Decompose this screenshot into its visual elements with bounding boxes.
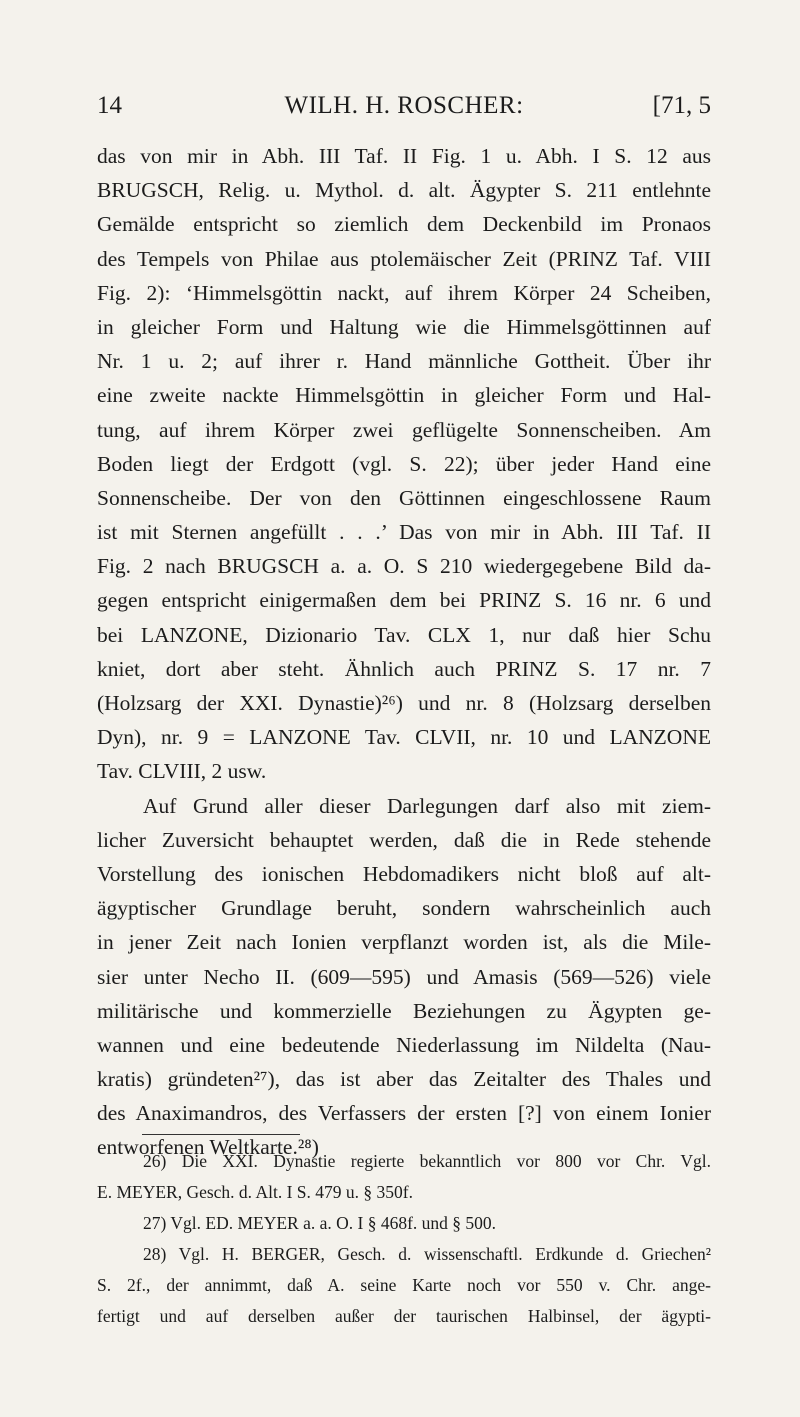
text-line: in jener Zeit nach Ionien verpflanzt worden ist, als die Mile- (97, 930, 711, 955)
text-line: tung, auf ihrem Körper zwei geflügelte Sonnenscheiben. Am (97, 417, 711, 442)
text-line: licher Zuversicht behauptet werden, daß die in Rede stehende (97, 827, 711, 852)
text-line: sier unter Necho II. (609—595) und Amasis (569—526) viele (97, 964, 711, 989)
text-line: Fig. 2 nach BRUGSCH a. a. O. S 210 wiedergegebene Bild da- (97, 554, 711, 579)
text-line: ägyptischer Grundlage beruht, sondern wahrscheinlich auch (97, 896, 711, 921)
text-line: das von mir in Abh. III Taf. II Fig. 1 u. Abh. I S. 12 aus (97, 144, 711, 168)
text-line: Vorstellung des ionischen Hebdomadikers nicht bloß auf alt- (97, 861, 711, 886)
page-number: 14 (97, 92, 122, 119)
text-line: militärische und kommerzielle Beziehungen zu Ägypten ge- (97, 998, 711, 1023)
text-line: Dyn), nr. 9 = LANZONE Tav. CLVII, nr. 10 und LANZONE (97, 725, 711, 750)
text-line: des Anaximandros, des Verfassers der ersten [?] von einem Ionier (97, 1101, 711, 1126)
text-line: Boden liegt der Erdgott (vgl. S. 22); über jeder Hand eine (97, 451, 711, 476)
text-line: wannen und eine bedeutende Niederlassung im Nildelta (Nau- (97, 1032, 711, 1057)
footnote-line: E. MEYER, Gesch. d. Alt. I S. 479 u. § 350f. (97, 1182, 413, 1202)
page-header (97, 88, 711, 124)
text-line: in gleicher Form und Haltung wie die Himmelsgöttinnen auf (97, 314, 711, 339)
text-line: (Holzsarg der XXI. Dynastie)²⁶) und nr. 8 (Holzsarg derselben (97, 691, 711, 715)
text-line: kratis) gründeten²⁷), das ist aber das Zeitalter des Thales und (97, 1067, 711, 1092)
footnote-line: 27) Vgl. ED. MEYER a. a. O. I § 468f. und § 500. (143, 1213, 497, 1233)
text-line: des Tempels von Philae aus ptolemäischer Zeit (PRINZ Taf. VIII (97, 246, 711, 271)
footnote-line: fertigt und auf derselben außer der taurischen Halbinsel, der ägypti- (97, 1306, 711, 1326)
text-line: eine zweite nackte Himmelsgöttin in gleicher Form und Hal- (97, 383, 711, 408)
text-line: Gemälde entspricht so ziemlich dem Deckenbild im Pronaos (97, 212, 711, 237)
text-line: ist mit Sternen angefüllt . . .’ Das von mir in Abh. III Taf. II (97, 520, 711, 545)
text-line: Nr. 1 u. 2; auf ihrer r. Hand männliche Gottheit. Über ihr (97, 349, 711, 374)
text-line: kniet, dort aber steht. Ähnlich auch PRINZ S. 17 nr. 7 (97, 656, 711, 681)
text-line: BRUGSCH, Relig. u. Mythol. d. alt. Ägypter S. 211 entlehnte (97, 178, 711, 203)
text-line: gegen entspricht einigermaßen dem bei PRINZ S. 16 nr. 6 und (97, 588, 711, 613)
text-line: Auf Grund aller dieser Darlegungen darf also mit ziem- (143, 793, 711, 818)
main-text (97, 139, 711, 1165)
section-reference: [71, 5 (652, 92, 711, 119)
running-title: WILH. H. ROSCHER: (284, 92, 524, 119)
footnote-separator (142, 1134, 300, 1135)
text-line: entworfenen Weltkarte.²⁸) (97, 1135, 319, 1160)
text-line: bei LANZONE, Dizionario Tav. CLX 1, nur daß hier Schu (97, 622, 711, 647)
text-line: Fig. 2): ‘Himmelsgöttin nackt, auf ihrem Körper 24 Scheiben, (97, 280, 711, 305)
text-line: Tav. CLVIII, 2 usw. (97, 759, 267, 784)
footnote-line: S. 2f., der annimmt, daß A. seine Karte noch vor 550 v. Chr. ange- (97, 1275, 711, 1295)
text-line: Sonnenscheibe. Der von den Göttinnen eingeschlossene Raum (97, 485, 711, 510)
footnote-line: 26) Die XXI. Dynastie regierte bekanntlich vor 800 vor Chr. Vgl. (143, 1151, 711, 1171)
footnotes (97, 1146, 711, 1332)
footnote-line: 28) Vgl. H. BERGER, Gesch. d. wissenschaftl. Erdkunde d. Griechen² (143, 1244, 711, 1264)
